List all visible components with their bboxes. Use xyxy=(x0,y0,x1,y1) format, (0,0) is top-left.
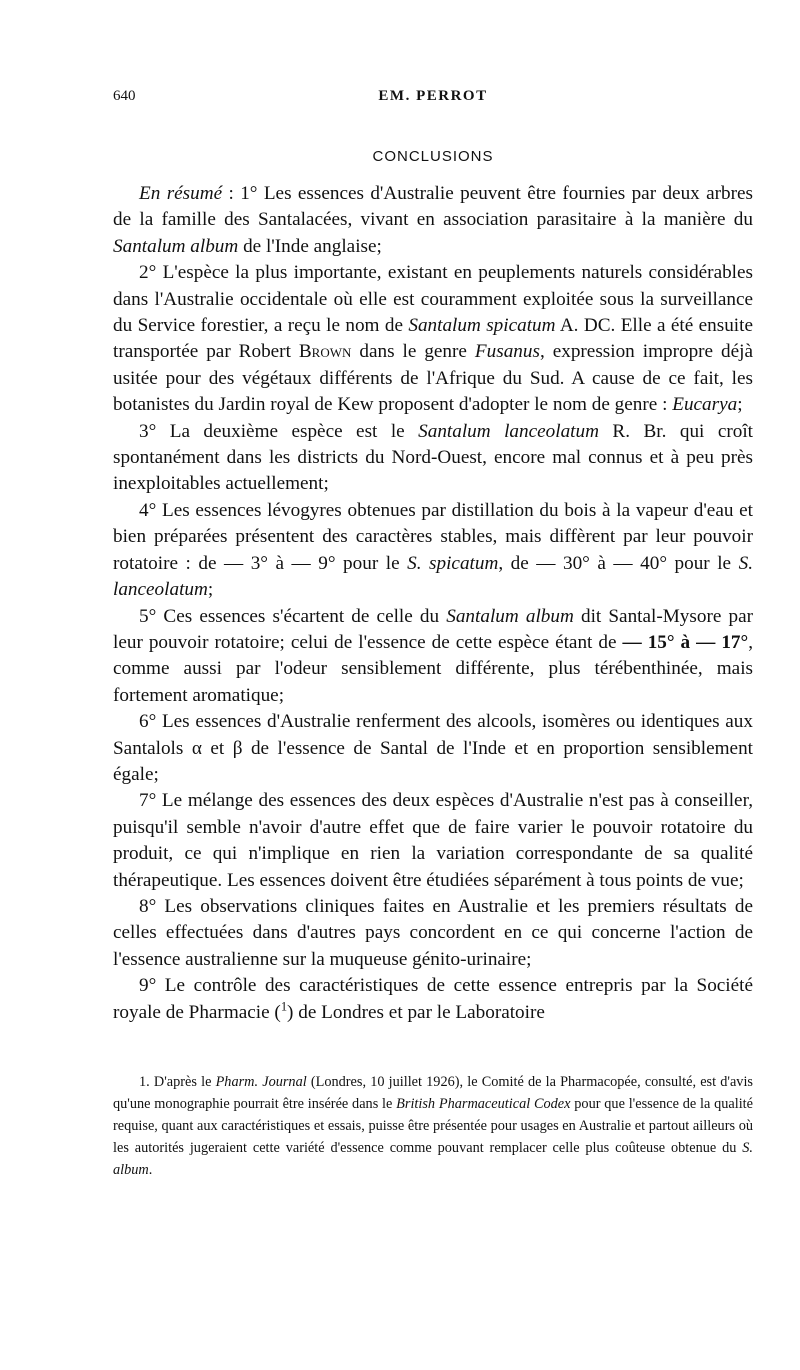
text-span: R. Br. qui croît spontanément dans les districts du Nord-Ouest, encore mal connus et à peu près inexploitables actuellement; xyxy=(113,420,753,495)
text-span: En résumé xyxy=(139,183,223,204)
text-span: Santalum spicatum xyxy=(408,315,556,337)
text-span: . xyxy=(148,1162,153,1178)
running-head: EM. PERROT xyxy=(378,88,488,104)
paragraph-1 xyxy=(113,181,753,260)
text-span: 9° Le contrôle des caractéristiques de cette essence entrepris par la Société royale de Pharmacie ( xyxy=(113,975,753,1023)
paragraph-4 xyxy=(113,498,753,604)
text-span: Santalum album xyxy=(446,605,574,627)
paragraph-7: 7° Le mélange des essences des deux espèces d'Australie n'est pas à conseiller, puisqu'il semble n'avoir d'autre effet que de faire varier le pouvoir rotatoire du produit, ce qui n'implique en rien la variation correspondante de sa qualité thérapeutique. Les essences doivent être étudiées séparément à tous points de vue; xyxy=(113,790,753,891)
text-span: , de — 30° à — 40° pour le xyxy=(498,552,739,574)
paragraph-2 xyxy=(113,260,753,418)
text-span: British Pharmaceutical Codex xyxy=(396,1096,571,1112)
text-span: 5° Ces essences s'écartent de celle du xyxy=(139,605,447,627)
text-span: S. album xyxy=(113,1140,753,1178)
text-span: 4° Les essences lévogyres obtenues par distillation du bois à la vapeur d'eau et bien préparées présentent des caractères stables, mais diffèrent par leur pouvoir rotatoire : de — 3° à — 9° pour le xyxy=(113,499,753,574)
text-span: Santalum lanceolatum xyxy=(418,420,599,442)
text-span: , comme aussi par l'odeur sensiblement différente, plus térébenthinée, mais fortement aromatique; xyxy=(113,631,753,706)
text-span: 1. D'après le xyxy=(139,1074,216,1090)
text-span: Pharm. Journal xyxy=(215,1074,307,1090)
text-span: pour que l'essence de la qualité requise, quant aux caractéristiques et essais, puisse être présentée pour usages en Australie et partout ailleurs où les autorités jugeraient cette variété d'essence comme pouvant remplacer celle plus coûteuse obtenue du xyxy=(113,1096,753,1156)
text-span: 2° L'espèce la plus importante, existant en peuplements naturels considérables dans l'Australie occidentale où elle est couramment exploitée sous la surveillance du Service forestier, a reçu le nom de xyxy=(113,262,753,337)
text-span: S. lanceolatum xyxy=(113,552,753,601)
text-span: , expression impropre déjà usitée pour des végétaux différents de l'Afrique du Sud. A cause de ce fait, les botanistes du Jardin royal de Kew proposent d'adopter le nom de genre : xyxy=(113,341,753,416)
author-name: Brown xyxy=(298,341,352,363)
page-header xyxy=(113,88,753,110)
paragraph-8: 8° Les observations cliniques faites en Australie et les premiers résultats de celles effectuées dans d'autres pays concordent en ce qui concerne l'action de l'essence australienne sur la muqueuse génito-urinaire; xyxy=(113,895,753,970)
text-span: Fusanus xyxy=(474,341,540,363)
text-span: de l'Inde anglaise; xyxy=(238,235,382,257)
text-span: ; xyxy=(207,579,214,601)
text-span: ; xyxy=(737,394,743,416)
text-span: A. DC. Elle a été ensuite transportée par Robert xyxy=(113,315,753,363)
text-span: dans le genre xyxy=(351,341,475,363)
footnote-ref: 1 xyxy=(280,999,288,1014)
paragraph-3 xyxy=(113,419,753,498)
section-heading: CONCLUSIONS xyxy=(372,148,494,165)
text-span: — 15° à — 17° xyxy=(622,631,749,653)
footnote-1 xyxy=(113,1071,753,1181)
paragraph-5 xyxy=(113,604,753,710)
page xyxy=(113,88,753,1181)
paragraph-6: 6° Les essences d'Australie renferment des alcools, isomères ou identiques aux Santalols α et β de l'essence de Santal de l'Inde et en proportion sensiblement égale; xyxy=(113,711,753,785)
body-text xyxy=(113,181,753,1026)
paragraph-9 xyxy=(113,973,753,1026)
text-span: : 1° Les essences d'Australie peuvent être fournies par deux arbres de la famille des Santalacées, vivant en association parasitaire à la manière du xyxy=(113,183,754,231)
text-span: Santalum album xyxy=(113,235,239,257)
text-span: S. spicatum xyxy=(407,552,499,574)
text-span: Eucarya xyxy=(672,394,738,416)
text-span: 3° La deuxième espèce est le xyxy=(139,420,419,442)
text-span: ) de Londres et par le Laboratoire xyxy=(287,1001,545,1023)
page-number: 640 xyxy=(113,88,136,104)
footnotes xyxy=(113,1071,753,1181)
text-span: dit Santal-Mysore par leur pouvoir rotatoire; celui de l'essence de cette espèce étant de xyxy=(113,605,753,653)
text-span: (Londres, 10 juillet 1926), le Comité de la Pharmacopée, consulté, est d'avis qu'une monographie pourrait être insérée dans le xyxy=(113,1074,753,1112)
